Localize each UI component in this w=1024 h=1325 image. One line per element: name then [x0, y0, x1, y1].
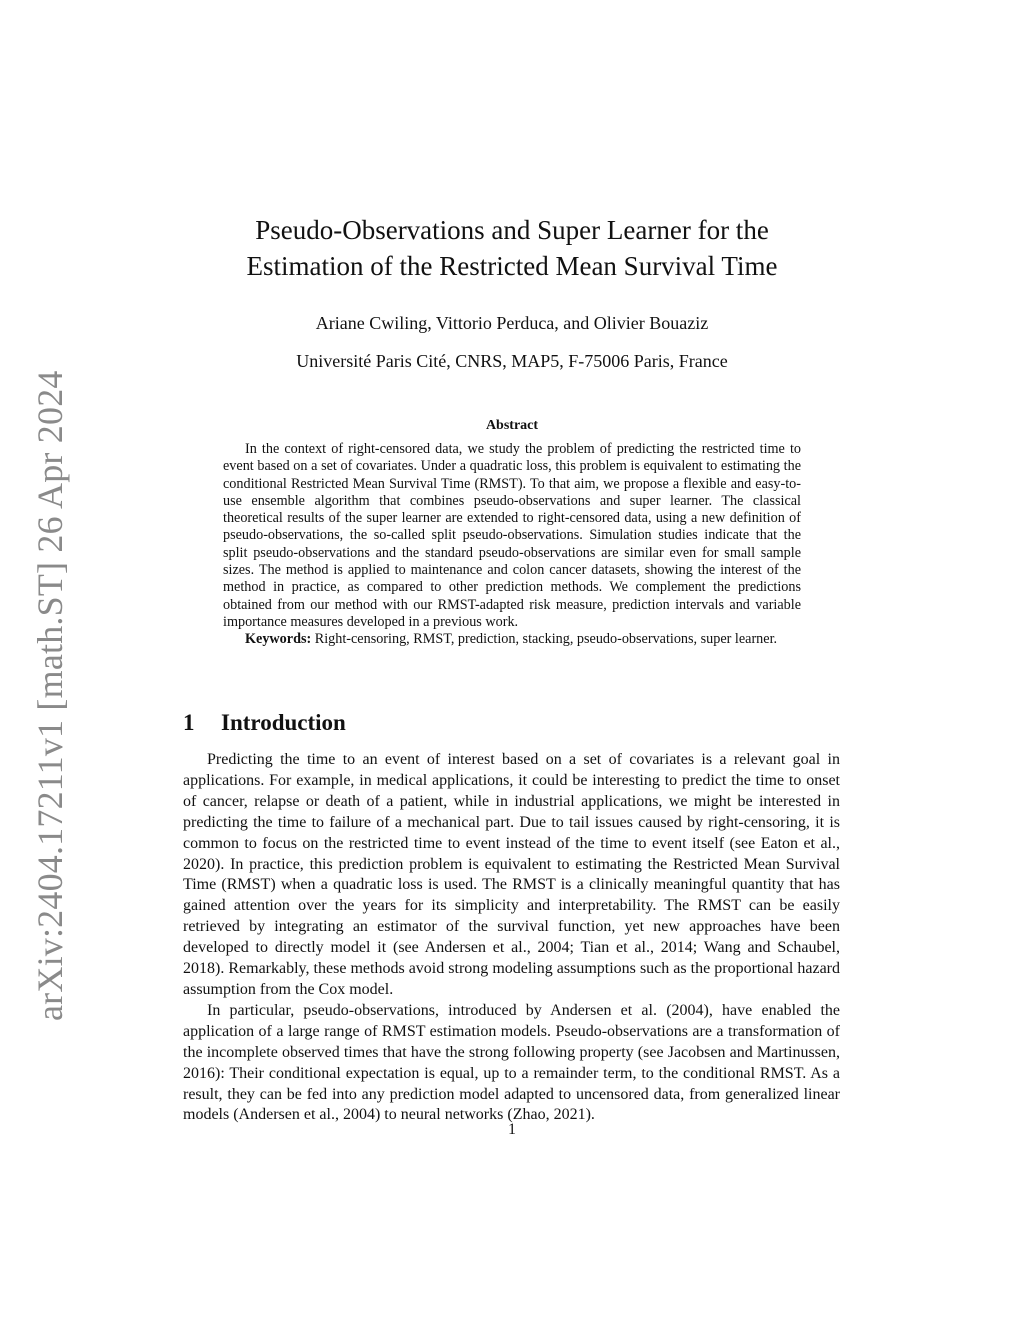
abstract-text: In the context of right-censored data, we study the problem of predicting the restricted time to event based on a set of covariates. Under a quadratic loss, this problem is equivalent to estimating the conditional Restricted Mean Survival Time (RMST). To that aim, we propose a flexible and easy-to-use ensemble algorithm that combines pseudo-observations and super learner. The classical theoretical results of the super learner are extended to right-censored data, using a new definition of pseudo-observations, the so-called split pseudo-observations. Simulation studies indicate that the split pseudo-observations and the standard pseudo-observations are similar even for small sample sizes. The method is applied to maintenance and colon cancer datasets, showing the interest of the method in practice, as compared to other prediction methods. We complement the predictions obtained from our method with our RMST-adapted risk measure, prediction intervals and variable importance measures developed in a previous work.	[223, 441, 801, 630]
keywords-text: Right-censoring, RMST, prediction, stacking, pseudo-observations, super learner.	[314, 631, 778, 648]
keywords-label: Keywords:	[245, 631, 312, 648]
author-list: Ariane Cwiling, Vittorio Perduca, and Olivier Bouaziz	[315, 313, 709, 333]
keywords-line	[223, 631, 801, 648]
section-title: Introduction	[221, 710, 346, 735]
body-paragraph: Predicting the time to an event of interest based on a set of covariates is a relevant goal in applications. For example, in medical applications, it could be interesting to predict the time to onset of cancer, relapse or death of a patient, while in industrial applications, we might be interested in predicting the time to failure of a mechanical part. Due to tail issues caused by right-censoring, it is common to focus on the restricted time to event instead of the time to event itself (see Eaton et al., 2020). In practice, this prediction problem is equivalent to estimating the Restricted Mean Survival Time (RMST) when a quadratic loss is used. The RMST is a clinically meaningful quantity that has gained attention over the years for its simplicity and interpretability. The RMST can be easily retrieved by integrating an estimator of the survival function, yet new approaches have been developed to directly model it (see Andersen et al., 2004; Tian et al., 2014; Wang and Schaubel, 2018). Remarkably, these methods avoid strong modeling assumptions such as the proportional hazard assumption from the Cox model.	[183, 751, 840, 998]
abstract-section	[223, 416, 801, 649]
author-affiliation: Université Paris Cité, CNRS, MAP5, F-75006 Paris, France	[296, 351, 728, 371]
arxiv-identifier-stamp: arXiv:2404.17211v1 [math.ST] 26 Apr 2024	[30, 370, 70, 1021]
section-number: 1	[183, 710, 195, 735]
abstract-heading: Abstract	[485, 418, 539, 433]
section-heading-introduction	[183, 708, 346, 738]
introduction-body	[183, 750, 840, 1126]
paper-header	[0, 212, 1024, 373]
paper-title-line-2: Estimation of the Restricted Mean Survival Time	[246, 251, 778, 281]
page-number: 1	[508, 1121, 516, 1138]
body-paragraph: In particular, pseudo-observations, introduced by Andersen et al. (2004), have enabled the application of a large range of RMST estimation models. Pseudo-observations are a transformation of the incomplete observed times that have the strong following property (see Jacobsen and Martinussen, 2016): Their conditional expectation is equal, up to a remainder term, to the conditional RMST. As a result, they can be fed into any prediction model adapted to uncensored data, from generalized linear models (Andersen et al., 2004) to neural networks (Zhao, 2021).	[183, 1001, 840, 1124]
paper-title	[0, 212, 1024, 284]
paper-title-line-1: Pseudo-Observations and Super Learner for the	[255, 215, 769, 245]
